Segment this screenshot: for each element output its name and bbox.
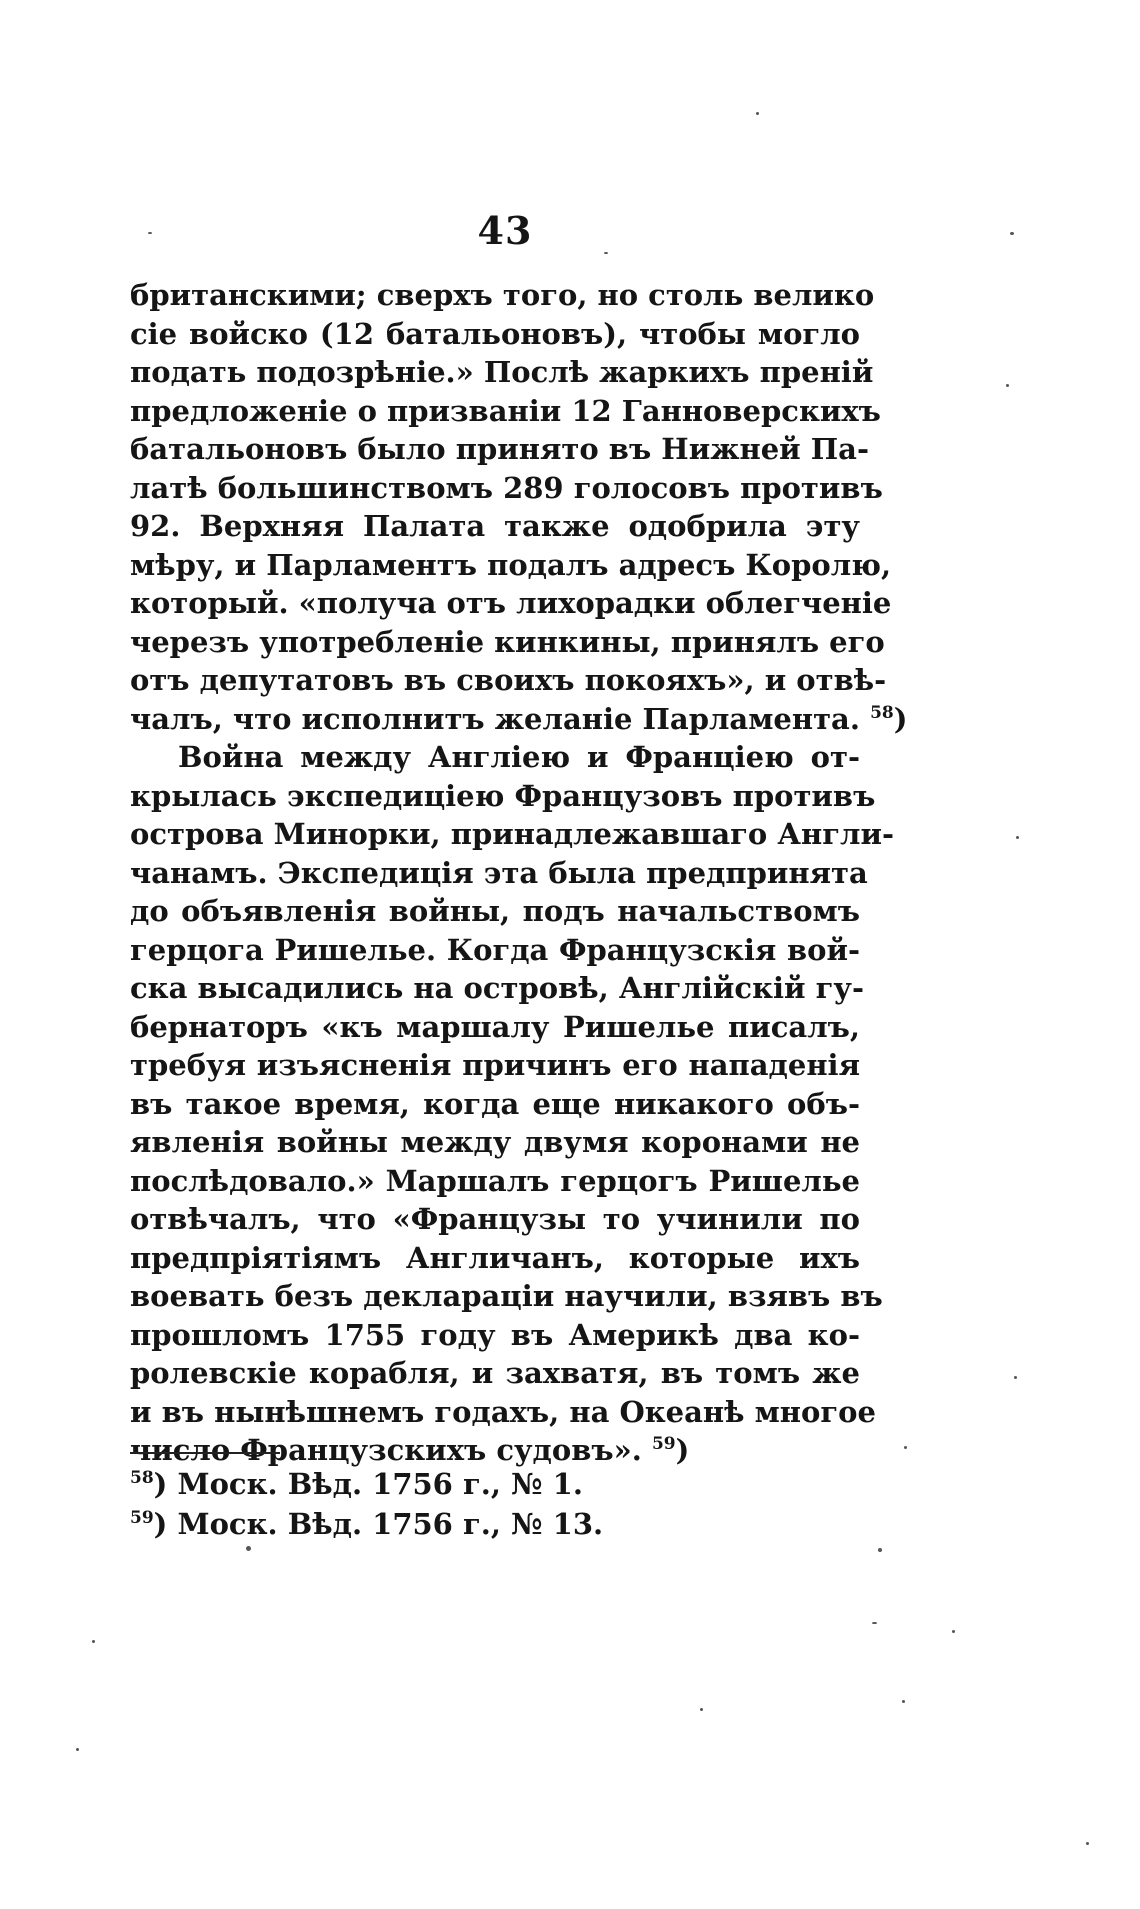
text-line: британскими; сверхъ того, но столь велико <box>130 278 875 312</box>
footnote-marker: 59 <box>130 1508 154 1528</box>
scan-speck <box>604 252 608 254</box>
text-line: послѣдовало.» Маршалъ герцогъ Ришелье <box>130 1163 860 1198</box>
note-ref-58-paren: ) <box>893 701 908 736</box>
scan-speck <box>902 1700 905 1703</box>
scan-speck <box>878 1548 882 1552</box>
footnote-59 <box>130 1504 730 1544</box>
scan-speck <box>756 112 759 115</box>
scan-speck <box>148 232 152 234</box>
text-line-with-note <box>130 700 908 739</box>
text-line: предложеніе о призваніи 12 Ганноверскихъ <box>130 393 881 428</box>
text-line: крылась экспедиціею Французовъ противъ <box>130 778 876 813</box>
body-text <box>130 276 908 1470</box>
footnote-58 <box>130 1464 730 1504</box>
scan-speck <box>904 1446 907 1449</box>
text-line: подать подозрѣніе.» Послѣ жаркихъ преній <box>130 355 874 389</box>
text-line: предпріятіямъ Англичанъ, которые ихъ <box>130 1240 860 1275</box>
scan-speck <box>1016 836 1019 839</box>
scan-speck <box>952 1630 955 1633</box>
text-line: батальоновъ было принято въ Нижней Па- <box>130 432 869 466</box>
text-line: 92. Верхняя Палата также одобрила эту <box>130 509 860 543</box>
text-line: чалъ, что исполнитъ желаніе Парламента. <box>130 701 860 736</box>
text-line: Война между Англіею и Франціею от- <box>178 740 860 774</box>
text-line: отъ депутатовъ въ своихъ покояхъ», и отвѣ- <box>130 663 887 697</box>
text-line: латѣ большинствомъ 289 голосовъ противъ <box>130 470 883 505</box>
text-line: явленія войны между двумя коронами не <box>130 1125 860 1159</box>
scan-speck <box>246 1546 251 1551</box>
text-line: до объявленія войны, подъ начальствомъ <box>130 894 860 928</box>
text-line: ролевскіе корабля, и захватя, въ томъ же <box>130 1356 860 1390</box>
text-line: который. «получа отъ лихорадки облегченіе <box>130 586 892 620</box>
text-line: мѣру, и Парламентъ подалъ адресъ Королю, <box>130 547 892 582</box>
footnote-divider <box>130 1452 280 1454</box>
scan-speck <box>1006 384 1009 387</box>
footnote-text: ) Моск. Вѣд. 1756 г., № 1. <box>153 1467 583 1501</box>
text-line: и въ нынѣшнемъ годахъ, на Океанѣ многое <box>130 1394 876 1429</box>
text-line: бернаторъ «къ маршалу Ришелье писалъ, <box>130 1009 860 1044</box>
text-line: чанамъ. Экспедиція эта была предпринята <box>130 855 868 890</box>
scan-speck <box>872 1622 877 1624</box>
scan-speck <box>700 1708 703 1711</box>
scan-speck <box>1010 232 1014 235</box>
scan-speck <box>92 1640 95 1643</box>
footnotes <box>130 1464 730 1544</box>
scan-speck <box>76 1748 79 1751</box>
text-line: острова Минорки, принадлежавшаго Англи- <box>130 817 894 851</box>
text-line: воевать безъ декларацiи научили, взявъ въ <box>130 1279 883 1313</box>
note-ref-59-paren: ) <box>675 1433 690 1467</box>
text-line: въ такое время, когда еще никакого объ- <box>130 1086 860 1121</box>
text-line: черезъ употребленіе кинкины, принялъ его <box>130 624 885 659</box>
note-ref-58: 58 <box>870 702 894 723</box>
text-line: отвѣчалъ, что «Французы то учинили по <box>130 1202 860 1236</box>
footnote-marker: 58 <box>130 1468 154 1488</box>
text-line: герцога Ришелье. Когда Французскія вой- <box>130 932 860 967</box>
note-ref-59: 59 <box>651 1434 676 1454</box>
text-line: прошломъ 1755 году въ Америкѣ два ко- <box>130 1317 860 1352</box>
text-line: ска высадились на островѣ, Англійскій гу- <box>130 971 865 1005</box>
text-line: требуя изъясненія причинъ его нападенія <box>130 1048 860 1082</box>
footnote-text: ) Моск. Вѣд. 1756 г., № 13. <box>153 1507 604 1541</box>
page-number: 43 <box>477 208 533 253</box>
text-line: сіе войско (12 батальоновъ), чтобы могло <box>130 316 860 351</box>
scan-speck <box>1086 1842 1089 1845</box>
scan-speck <box>1014 1376 1017 1379</box>
text-line: число Французскихъ судовъ». <box>130 1433 642 1467</box>
